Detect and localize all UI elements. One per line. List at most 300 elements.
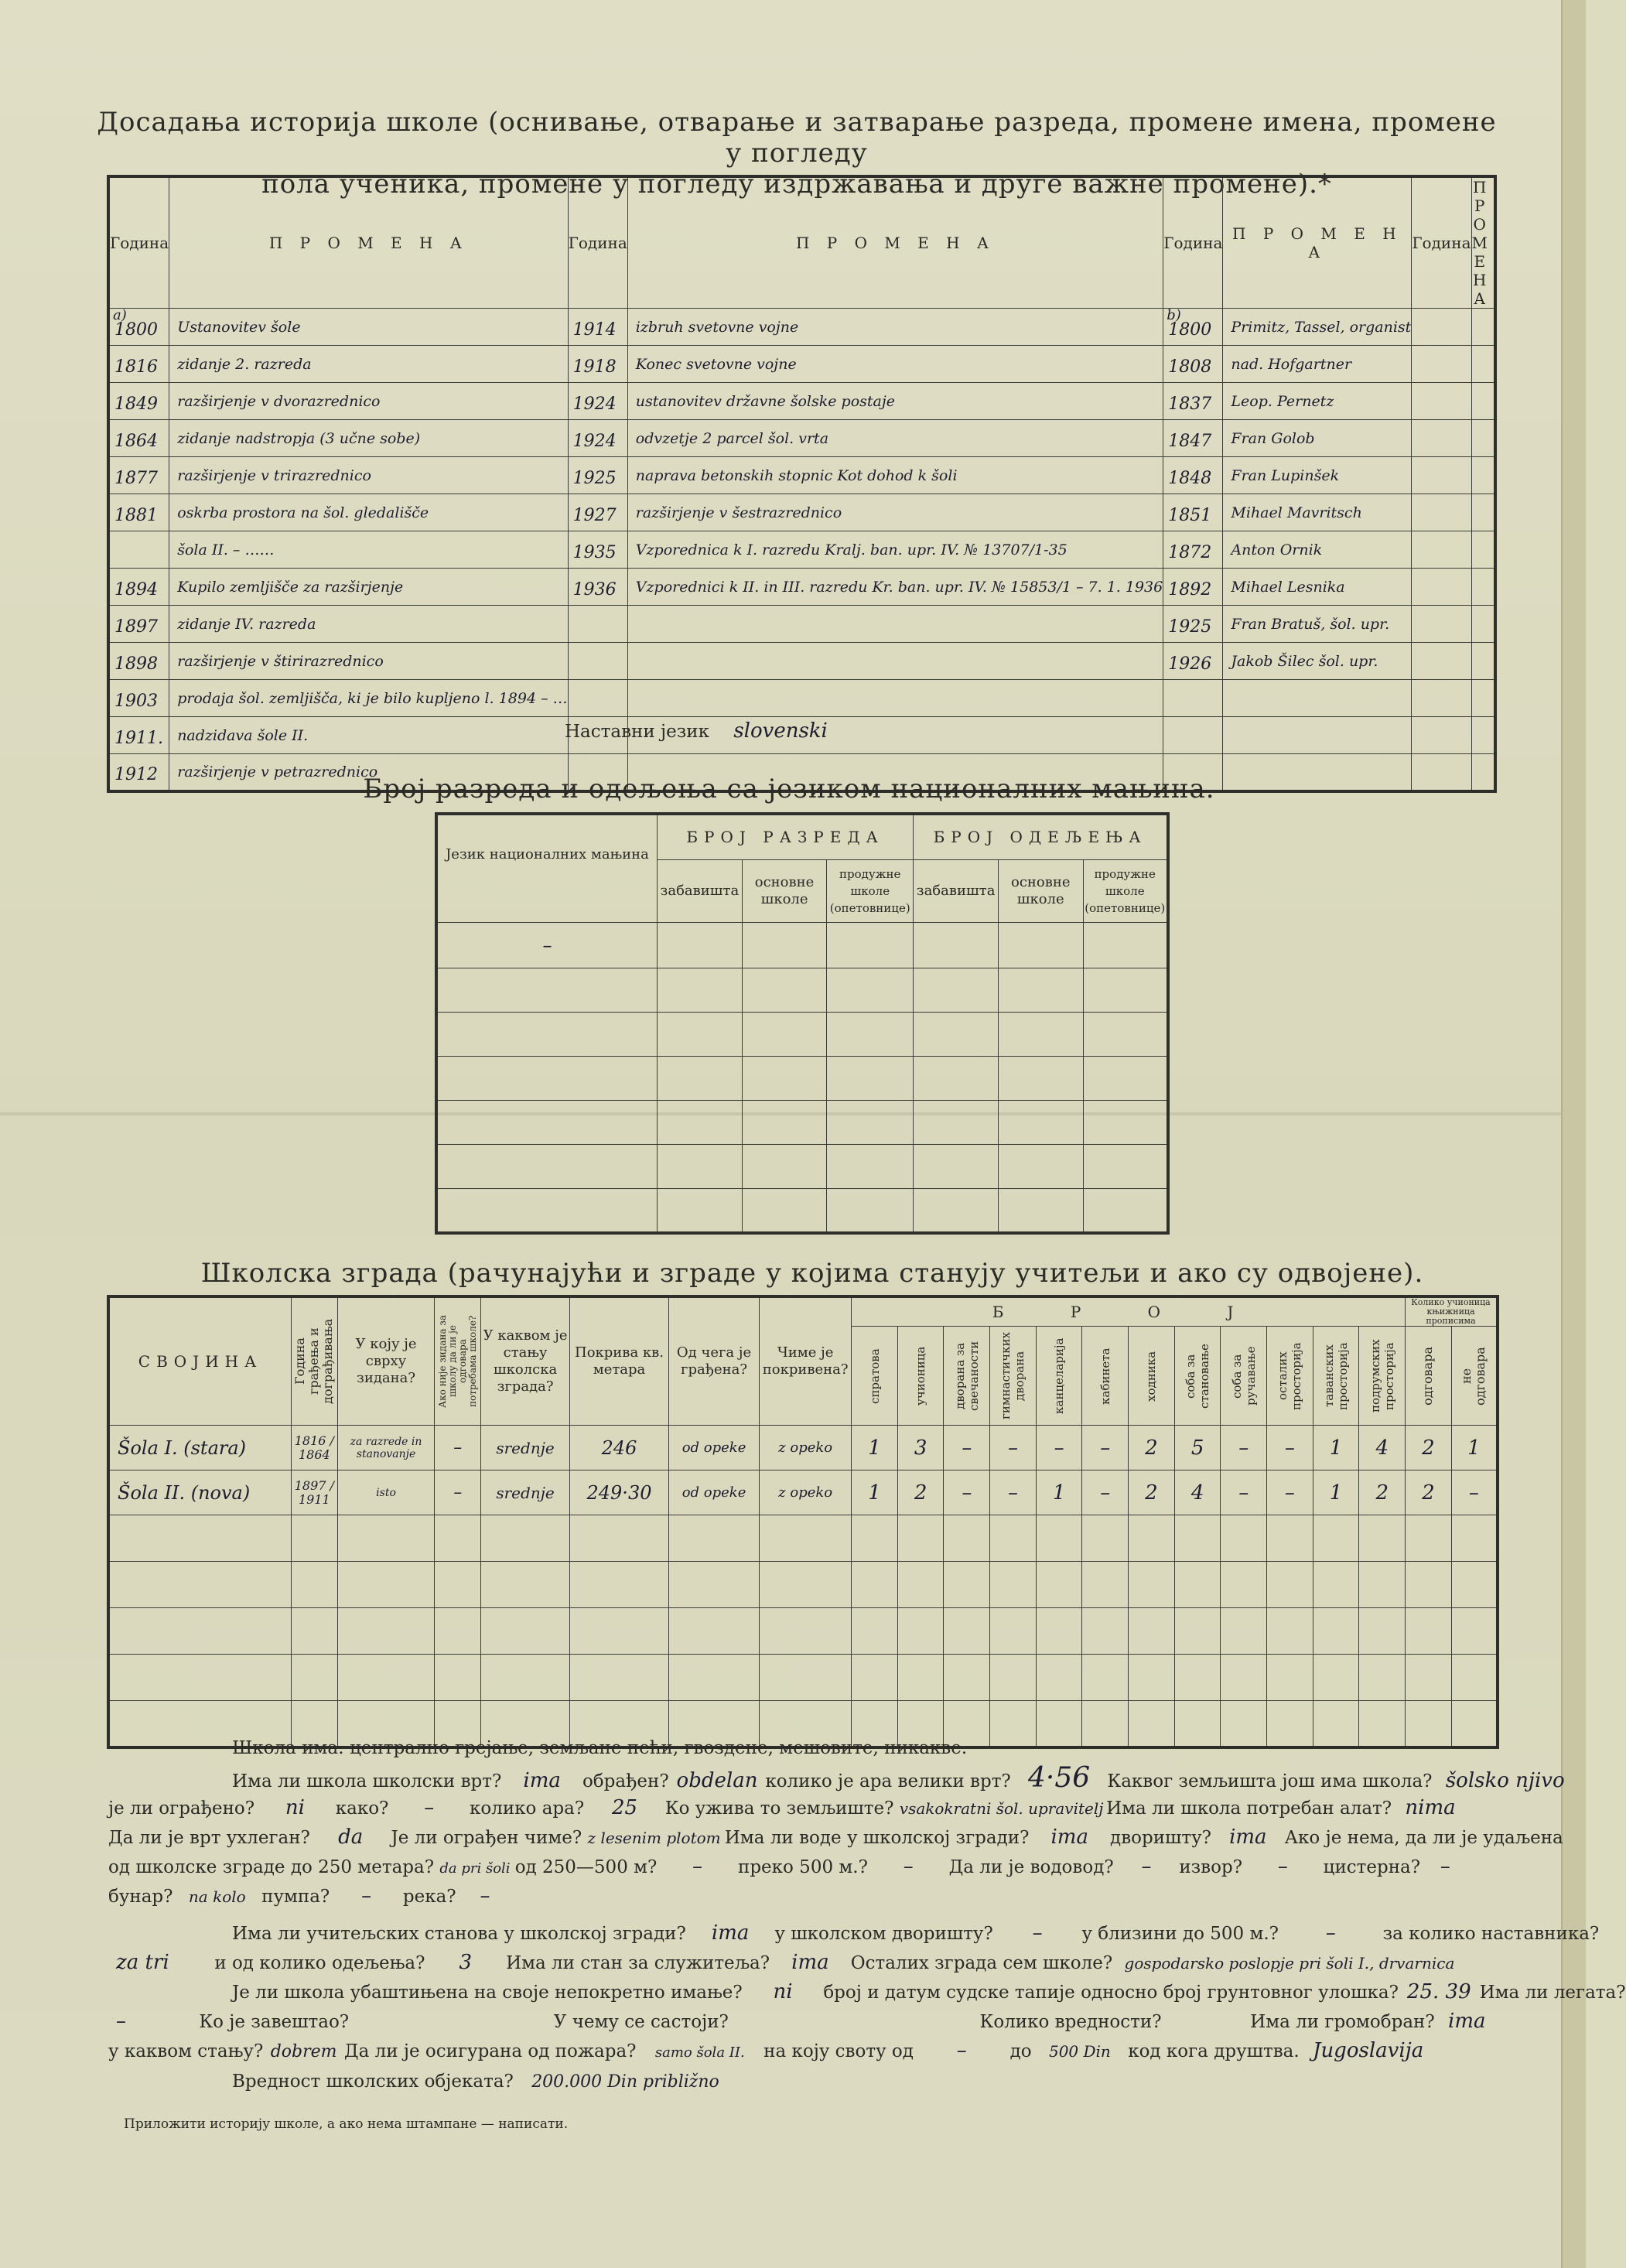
- history-change: Kupilo zemljišče za razširjenje: [169, 569, 568, 606]
- building-empty-cell: [1129, 1608, 1175, 1655]
- history-change: Mihael Mavritsch: [1223, 494, 1412, 531]
- history-year: [1163, 531, 1223, 569]
- history-year: [568, 643, 627, 680]
- count-header: [1174, 1327, 1221, 1426]
- minority-cell: [914, 1145, 999, 1189]
- a7b: –: [1032, 1921, 1043, 1945]
- minority-cell: [999, 1189, 1083, 1233]
- building-condition: srednje: [481, 1426, 570, 1470]
- history-row: [108, 346, 1495, 383]
- col-material: Од чега је грађена?: [668, 1296, 759, 1426]
- a11b: samo šola II.: [654, 2044, 745, 2061]
- history-change: zidanje IV. razreda: [169, 606, 568, 643]
- q10b: У чему се састоји?: [553, 2012, 729, 2032]
- history-year: [568, 606, 627, 643]
- history-year: [1412, 420, 1471, 457]
- history-change: [1471, 457, 1495, 494]
- building-roof: z opeko: [760, 1470, 852, 1515]
- q4e: Ако је нема, да ли је удаљена: [1284, 1828, 1563, 1848]
- minority-cell: [742, 1013, 826, 1057]
- minority-cell: [657, 923, 742, 968]
- q6c: река?: [402, 1887, 456, 1907]
- q5a: од школске зграде до 250 метара?: [108, 1857, 435, 1877]
- history-change: prodaja šol. zemljišča, ki je bilo kupljeno l. 1894 – …: [169, 680, 568, 717]
- minority-cell: –: [436, 923, 657, 968]
- history-year: [1412, 754, 1471, 791]
- count-header: [897, 1327, 944, 1426]
- history-change: Vzporednici k II. in III. razredu Kr. ban. upr. IV. № 15853/1 – 7. 1. 1936: [627, 569, 1163, 606]
- building-empty-cell: [1267, 1562, 1313, 1608]
- building-empty-cell: [1451, 1701, 1498, 1747]
- minority-row: [436, 1145, 1168, 1189]
- minority-cell: [827, 1057, 914, 1101]
- minority-cell: [827, 1145, 914, 1189]
- building-area: 246: [570, 1426, 669, 1470]
- building-count: –: [1082, 1470, 1129, 1515]
- building-empty-cell: [337, 1655, 435, 1701]
- q2a: Има ли школа школски врт?: [232, 1771, 502, 1792]
- history-year: [1412, 346, 1471, 383]
- history-change: nadzidava šole II.: [169, 717, 568, 754]
- building-empty-cell: [1359, 1655, 1406, 1701]
- col-year-built-label: Година грађења и дограђивања: [292, 1318, 336, 1405]
- building-empty-cell: [108, 1515, 292, 1562]
- count-header-label: соба за ручавање: [1229, 1346, 1258, 1406]
- building-empty-cell: [944, 1515, 990, 1562]
- history-change: razširjenje v trirazrednico: [169, 457, 568, 494]
- minority-cell: [742, 1189, 826, 1233]
- language-label: Наставни језик: [565, 722, 709, 742]
- building-row: [108, 1470, 1498, 1515]
- history-year-text: 1936: [572, 580, 617, 599]
- building-empty-cell: [481, 1515, 570, 1562]
- language-value: slovenski: [733, 719, 828, 743]
- minority-cell: [657, 1101, 742, 1145]
- sub-primary-2: основне школе: [999, 859, 1083, 923]
- building-empty-cell: [1313, 1655, 1359, 1701]
- q-water-distance: [108, 1855, 1464, 1880]
- building-empty-cell: [760, 1655, 852, 1701]
- q6a: бунар?: [108, 1887, 173, 1907]
- history-change: Leop. Pernetz: [1223, 383, 1412, 420]
- building-count: 4: [1359, 1426, 1406, 1470]
- a9a: ni: [773, 1980, 793, 2003]
- building-empty-cell: [1451, 1562, 1498, 1608]
- a3a: ni: [285, 1796, 305, 1819]
- history-year: [568, 531, 627, 569]
- minority-cell: [436, 1057, 657, 1101]
- history-year: [568, 346, 627, 383]
- history-year: [1412, 383, 1471, 420]
- building-empty-cell: [1082, 1701, 1129, 1747]
- history-year: [108, 569, 169, 606]
- history-change: Fran Lupinšek: [1223, 457, 1412, 494]
- history-change: [1471, 569, 1495, 606]
- history-year-text: 1808: [1168, 357, 1212, 377]
- history-year: [108, 680, 169, 717]
- count-header: [1267, 1327, 1313, 1426]
- q10c: Колико вредности?: [979, 2012, 1162, 2032]
- history-year-text: 1837: [1168, 395, 1212, 414]
- building-empty-cell: [1174, 1562, 1221, 1608]
- history-title-line2: пола ученика, промене у погледу издржавања и друге важне промене).*: [261, 169, 1332, 200]
- building-years: 1816 / 1864: [292, 1426, 338, 1470]
- col-roof: Чиме је покривена?: [760, 1296, 852, 1426]
- building-empty-cell: [337, 1515, 435, 1562]
- q3b: како?: [335, 1798, 389, 1819]
- building-empty-cell: [1451, 1655, 1498, 1701]
- a4b: z lesenim plotom: [587, 1829, 721, 1847]
- history-row: [108, 309, 1495, 346]
- building-count: –: [1221, 1470, 1267, 1515]
- building-row: [108, 1426, 1498, 1470]
- grp-number-of-classes: БРОЈ РАЗРЕДА: [657, 814, 913, 859]
- minority-row: [436, 1101, 1168, 1145]
- a10a: –: [116, 2010, 126, 2033]
- minority-cell: [1083, 1057, 1168, 1101]
- q9a: Је ли школа убаштињена на своје непокретно имање?: [232, 1983, 743, 2003]
- building-empty-cell: [1082, 1562, 1129, 1608]
- building-count: 3: [897, 1426, 944, 1470]
- minority-cell: [999, 923, 1083, 968]
- q3c: колико ара?: [470, 1798, 585, 1819]
- col-not-built: [435, 1296, 481, 1426]
- a2b: obdelan: [676, 1769, 758, 1792]
- col-area: Покрива кв. метара: [570, 1296, 669, 1426]
- building-empty-cell: [990, 1608, 1037, 1655]
- q-property: [232, 1980, 1626, 2004]
- building-row: [108, 1515, 1498, 1562]
- building-empty-cell: [1221, 1562, 1267, 1608]
- building-empty-cell: [1267, 1515, 1313, 1562]
- a4a: da: [338, 1826, 364, 1849]
- minority-row: [436, 1189, 1168, 1233]
- building-body: [108, 1426, 1498, 1747]
- minority-cell: [1083, 923, 1168, 968]
- building-lib-no: –: [1451, 1470, 1498, 1515]
- q3a: је ли ограђено?: [108, 1798, 255, 1819]
- q5d: Да ли је водовод?: [948, 1857, 1114, 1877]
- building-lib-yes: 2: [1406, 1470, 1452, 1515]
- history-year: [1163, 717, 1223, 754]
- building-empty-cell: [1036, 1562, 1082, 1608]
- history-year-text: 1925: [1168, 617, 1212, 637]
- history-year-text: 1898: [114, 654, 158, 674]
- history-year-text: 1924: [572, 432, 617, 451]
- history-year: [108, 531, 169, 569]
- building-count: –: [944, 1426, 990, 1470]
- history-change: [1223, 717, 1412, 754]
- minority-row: [436, 1057, 1168, 1101]
- sub-extended-1: продужне школе (опетовнице): [827, 859, 914, 923]
- history-row: [108, 569, 1495, 606]
- q3d: Ко ужива то земљиште?: [664, 1798, 894, 1819]
- building-row: [108, 1562, 1498, 1608]
- history-year: [568, 457, 627, 494]
- count-header: [1313, 1327, 1359, 1426]
- building-lib-no: 1: [1451, 1426, 1498, 1470]
- building-empty-cell: [1451, 1608, 1498, 1655]
- q8a: и од колико одељења?: [214, 1953, 425, 1973]
- col-property: СВОЈИНА: [108, 1296, 292, 1426]
- history-title-line1: Досадања историја школе (оснивање, отварање и затварање разреда, промене имена, промене у погледу: [97, 107, 1497, 169]
- minority-row: [436, 968, 1168, 1013]
- q-value: [232, 2070, 719, 2094]
- building-count: 2: [1359, 1470, 1406, 1515]
- history-change: [1471, 346, 1495, 383]
- q4a: Да ли је врт ухлеган?: [108, 1828, 310, 1848]
- building-years: 1897 / 1911: [292, 1470, 338, 1515]
- q1-prefix: Школа има:: [232, 1738, 344, 1758]
- building-empty-cell: [570, 1562, 669, 1608]
- history-year: [108, 606, 169, 643]
- building-count: –: [1221, 1426, 1267, 1470]
- a8b: 3: [459, 1951, 473, 1974]
- building-empty-cell: [1082, 1608, 1129, 1655]
- history-year: [108, 383, 169, 420]
- a6a: na kolo: [188, 1887, 246, 1906]
- building-empty-cell: [1036, 1515, 1082, 1562]
- history-year: [568, 309, 627, 346]
- a8c: ima: [791, 1951, 829, 1974]
- minority-row: [436, 1013, 1168, 1057]
- history-year: [108, 457, 169, 494]
- building-empty-cell: [760, 1515, 852, 1562]
- q11d: до: [1009, 2041, 1032, 2061]
- minority-cell: [657, 1189, 742, 1233]
- history-year: [1163, 606, 1223, 643]
- q10d: Има ли громобран?: [1250, 2012, 1435, 2032]
- history-change: ustanovitev državne šolske postaje: [627, 383, 1163, 420]
- building-empty-cell: [481, 1655, 570, 1701]
- minority-cell: [657, 968, 742, 1013]
- col-library-yes-label: одговара: [1420, 1346, 1436, 1406]
- building-empty-cell: [435, 1515, 481, 1562]
- grp-number-of-sections: БРОЈ ОДЕЉЕЊА: [914, 814, 1168, 859]
- minority-cell: [827, 923, 914, 968]
- q-well: [108, 1884, 508, 1908]
- building-empty-cell: [668, 1655, 759, 1701]
- history-year: [568, 680, 627, 717]
- building-empty-cell: [1313, 1562, 1359, 1608]
- building-empty-cell: [852, 1655, 898, 1701]
- building-empty-cell: [1359, 1608, 1406, 1655]
- building-count: –: [990, 1470, 1037, 1515]
- q5e: извор?: [1179, 1857, 1243, 1877]
- history-year-text: 1848: [1168, 469, 1212, 488]
- history-year: [1412, 569, 1471, 606]
- history-change: odvzetje 2 parcel šol. vrta: [627, 420, 1163, 457]
- building-empty-cell: [1082, 1655, 1129, 1701]
- minority-cell: [827, 1101, 914, 1145]
- building-empty-cell: [1129, 1701, 1175, 1747]
- q8b: Има ли стан за служитеља?: [506, 1953, 770, 1973]
- col-condition: У каквом је стању школска зграда?: [481, 1296, 570, 1426]
- building-empty-cell: [1082, 1515, 1129, 1562]
- building-empty-cell: [292, 1655, 338, 1701]
- history-year: [1163, 569, 1223, 606]
- q2b: обрађен?: [582, 1771, 669, 1792]
- building-empty-cell: [292, 1608, 338, 1655]
- count-header: [944, 1327, 990, 1426]
- q5f: цистерна?: [1323, 1857, 1421, 1877]
- history-year-text: 1877: [114, 469, 158, 488]
- minority-cell: [827, 968, 914, 1013]
- a5c: –: [903, 1855, 914, 1878]
- minority-cell: [436, 968, 657, 1013]
- building-empty-cell: [1267, 1608, 1313, 1655]
- q12a: Вредност школских објеката?: [232, 2072, 514, 2092]
- building-empty-cell: [1406, 1608, 1452, 1655]
- sub-kinder-1: забавишта: [657, 859, 742, 923]
- building-empty-cell: [668, 1515, 759, 1562]
- building-count: 1: [1313, 1470, 1359, 1515]
- building-empty-cell: [337, 1562, 435, 1608]
- building-empty-cell: [1451, 1515, 1498, 1562]
- history-table: [107, 175, 1497, 793]
- q8c: Осталих зграда сем школе?: [850, 1953, 1113, 1973]
- building-table: [107, 1295, 1499, 1749]
- building-empty-cell: [1313, 1608, 1359, 1655]
- minority-cell: [742, 923, 826, 968]
- count-header-label: кабинета: [1098, 1347, 1112, 1405]
- a5f: –: [1440, 1855, 1450, 1878]
- history-change: razširjenje v štirirazrednico: [169, 643, 568, 680]
- building-empty-cell: [990, 1515, 1037, 1562]
- building-empty-cell: [852, 1562, 898, 1608]
- building-empty-cell: [1174, 1655, 1221, 1701]
- history-change: Mihael Lesnika: [1223, 569, 1412, 606]
- history-change: naprava betonskih stopnic Kot dohod k šoli: [627, 457, 1163, 494]
- history-year: [108, 420, 169, 457]
- building-empty-cell: [1174, 1515, 1221, 1562]
- history-year: [1163, 643, 1223, 680]
- count-header: [1036, 1327, 1082, 1426]
- building-count: 2: [897, 1470, 944, 1515]
- history-change: [627, 643, 1163, 680]
- building-empty-cell: [108, 1655, 292, 1701]
- building-empty-cell: [292, 1515, 338, 1562]
- count-header-label: осталих просторија: [1276, 1341, 1304, 1410]
- footer-note: Приложити историју школе, а ако нема штампане — написати.: [124, 2116, 569, 2132]
- history-row: [108, 606, 1495, 643]
- building-empty-cell: [990, 1562, 1037, 1608]
- q4c: Има ли воде у школској згради?: [724, 1828, 1030, 1848]
- minority-cell: [1083, 1013, 1168, 1057]
- building-empty-cell: [897, 1608, 944, 1655]
- building-not-built: –: [435, 1426, 481, 1470]
- a6b: –: [361, 1884, 372, 1908]
- q-bequest: [116, 2010, 1486, 2034]
- a11d: 500 Din: [1048, 2042, 1111, 2061]
- building-empty-cell: [897, 1562, 944, 1608]
- col-library-no-label: не одговара: [1459, 1346, 1488, 1406]
- history-row: [108, 420, 1495, 457]
- q2d: Каквог земљишта још има школа?: [1107, 1771, 1433, 1792]
- building-condition: srednje: [481, 1470, 570, 1515]
- q4d: дворишту?: [1110, 1828, 1212, 1848]
- history-year-text: 1926: [1168, 654, 1212, 674]
- minority-cell: [742, 1101, 826, 1145]
- minority-cell: [657, 1013, 742, 1057]
- history-year-text: 1800: [114, 320, 158, 340]
- history-year-text: 1816: [114, 357, 158, 377]
- building-purpose: isto: [337, 1470, 435, 1515]
- minority-cell: [914, 1101, 999, 1145]
- building-count: –: [944, 1470, 990, 1515]
- history-change: oskrba prostora na šol. gledališče: [169, 494, 568, 531]
- history-year: [1412, 457, 1471, 494]
- history-year: [108, 754, 169, 791]
- history-body: [108, 309, 1495, 791]
- q10a: Ко је завештао?: [199, 2012, 350, 2032]
- minorities-table: [435, 812, 1170, 1235]
- history-year: [108, 309, 169, 346]
- a3e: nima: [1405, 1796, 1456, 1819]
- q5c: преко 500 м.?: [737, 1857, 868, 1877]
- building-empty-cell: [570, 1608, 669, 1655]
- history-year: [1412, 494, 1471, 531]
- minority-cell: [436, 1189, 657, 1233]
- minority-cell: [999, 968, 1083, 1013]
- a4d: ima: [1229, 1826, 1267, 1849]
- history-change: [1471, 494, 1495, 531]
- history-year-text: 1800: [1168, 320, 1212, 340]
- sub-extended-2: продужне школе (опетовнице): [1083, 859, 1168, 923]
- col-year-3: Година: [1163, 176, 1223, 309]
- count-header: [990, 1327, 1037, 1426]
- history-change: Vzporednica k I. razredu Kralj. ban. upr. IV. № 13707/1-35: [627, 531, 1163, 569]
- building-empty-cell: [944, 1608, 990, 1655]
- history-row: [108, 383, 1495, 420]
- building-empty-cell: [292, 1562, 338, 1608]
- building-material: od opeke: [668, 1426, 759, 1470]
- building-area: 249·30: [570, 1470, 669, 1515]
- building-empty-cell: [1267, 1655, 1313, 1701]
- building-empty-cell: [1406, 1562, 1452, 1608]
- minority-cell: [1083, 1101, 1168, 1145]
- history-change: razširjenje v šestrazrednico: [627, 494, 1163, 531]
- a3b: –: [424, 1796, 435, 1819]
- history-change: nad. Hofgartner: [1223, 346, 1412, 383]
- minority-row: [436, 923, 1168, 968]
- history-change: Jakob Šilec šol. upr.: [1223, 643, 1412, 680]
- history-change: izbruh svetovne vojne: [627, 309, 1163, 346]
- history-row: [108, 494, 1495, 531]
- a11c: –: [956, 2039, 967, 2062]
- history-year: [1412, 680, 1471, 717]
- minority-cell: [914, 923, 999, 968]
- count-header: [852, 1327, 898, 1426]
- group-count: Б Р О Ј: [852, 1296, 1406, 1327]
- building-empty-cell: [1174, 1608, 1221, 1655]
- q7b: у школском дворишту?: [774, 1924, 993, 1944]
- building-purpose: za razrede in stanovanje: [337, 1426, 435, 1470]
- building-count: 2: [1129, 1426, 1175, 1470]
- count-header: [1129, 1327, 1175, 1426]
- col-year-built: [292, 1296, 338, 1426]
- history-year: [1163, 309, 1223, 346]
- history-change: Anton Ornik: [1223, 531, 1412, 569]
- a6c: –: [480, 1884, 490, 1908]
- history-change: [627, 606, 1163, 643]
- language-line: [565, 719, 828, 743]
- q7c: у близини до 500 м.?: [1081, 1924, 1279, 1944]
- building-empty-cell: [1221, 1701, 1267, 1747]
- history-year: [1412, 531, 1471, 569]
- history-change: [1471, 717, 1495, 754]
- minority-cell: [999, 1057, 1083, 1101]
